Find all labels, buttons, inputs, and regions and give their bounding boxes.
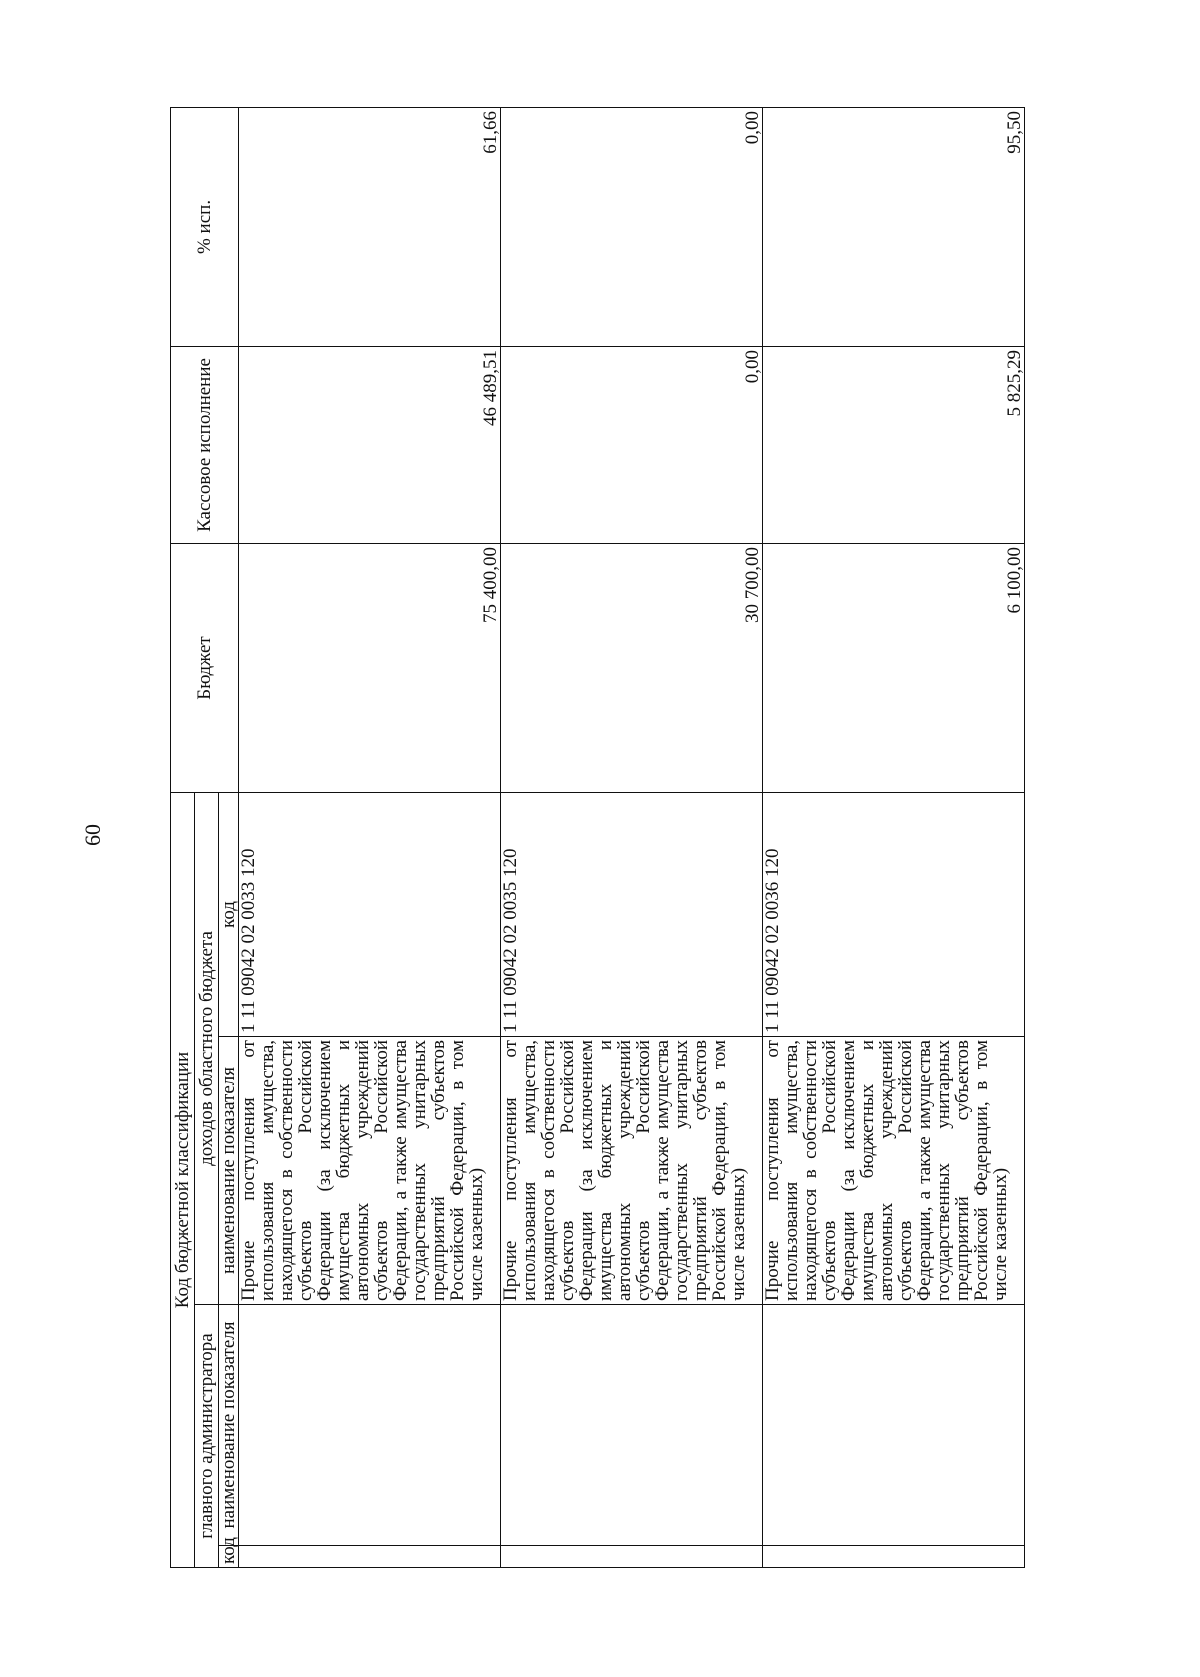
header-execution: Кассовое исполнение — [171, 346, 239, 543]
table-row — [239, 107, 501, 1567]
execution-cell: 46 489,51 — [239, 346, 501, 543]
header-admin-code: код — [219, 1546, 239, 1568]
admin-name-cell — [501, 1305, 763, 1546]
header-budget: Бюджет — [171, 543, 239, 792]
budget-table — [170, 107, 1025, 1568]
header-income-group: доходов областного бюджета — [195, 792, 219, 1304]
admin-code-cell — [501, 1546, 763, 1568]
admin-code-cell — [239, 1546, 501, 1568]
income-code-cell: 1 11 09042 02 0033 120 — [239, 792, 501, 1036]
budget-cell: 30 700,00 — [501, 543, 763, 792]
income-code-cell: 1 11 09042 02 0036 120 — [763, 792, 1025, 1036]
admin-name-cell — [239, 1305, 501, 1546]
header-percent: % исп. — [171, 107, 239, 346]
table-row — [763, 107, 1025, 1567]
income-name-cell: Прочие поступления от использования имущества, находящегося в собственности субъектов Российской Федерации (за исключением имущества бюджетных и автономных учреждений субъектов Российской Федерации, а также имущества государственных унитарных предприятий субъектов Российской Федерации, в том числе казенных) — [763, 1037, 1025, 1305]
budget-cell: 6 100,00 — [763, 543, 1025, 792]
header-income-name: наименование показателя — [219, 1037, 239, 1305]
header-income-code: код — [219, 792, 239, 1036]
page-number: 60 — [80, 824, 105, 846]
header-classification: Код бюджетной классификации — [171, 792, 195, 1567]
income-name-cell: Прочие поступления от использования имущества, находящегося в собственности субъектов Российской Федерации (за исключением имущества бюджетных и автономных учреждений субъектов Российской Федерации, а также имущества государственных унитарных предприятий субъектов Российской Федерации, в том числе казенных) — [239, 1037, 501, 1305]
percent-cell: 95,50 — [763, 107, 1025, 346]
rotated-table-wrapper — [170, 108, 1025, 1568]
income-name-cell: Прочие поступления от использования имущества, находящегося в собственности субъектов Российской Федерации (за исключением имущества бюджетных и автономных учреждений субъектов Российской Федерации, а также имущества государственных унитарных предприятий субъектов Российской Федерации, в том числе казенных) — [501, 1037, 763, 1305]
execution-cell: 0,00 — [501, 346, 763, 543]
execution-cell: 5 825,29 — [763, 346, 1025, 543]
table-row — [501, 107, 763, 1567]
budget-cell: 75 400,00 — [239, 543, 501, 792]
admin-code-cell — [763, 1546, 1025, 1568]
header-admin-name: наименование показателя — [219, 1305, 239, 1546]
income-code-cell: 1 11 09042 02 0035 120 — [501, 792, 763, 1036]
admin-name-cell — [763, 1305, 1025, 1546]
header-admin-group: главного администратора — [195, 1305, 219, 1568]
percent-cell: 61,66 — [239, 107, 501, 346]
percent-cell: 0,00 — [501, 107, 763, 346]
